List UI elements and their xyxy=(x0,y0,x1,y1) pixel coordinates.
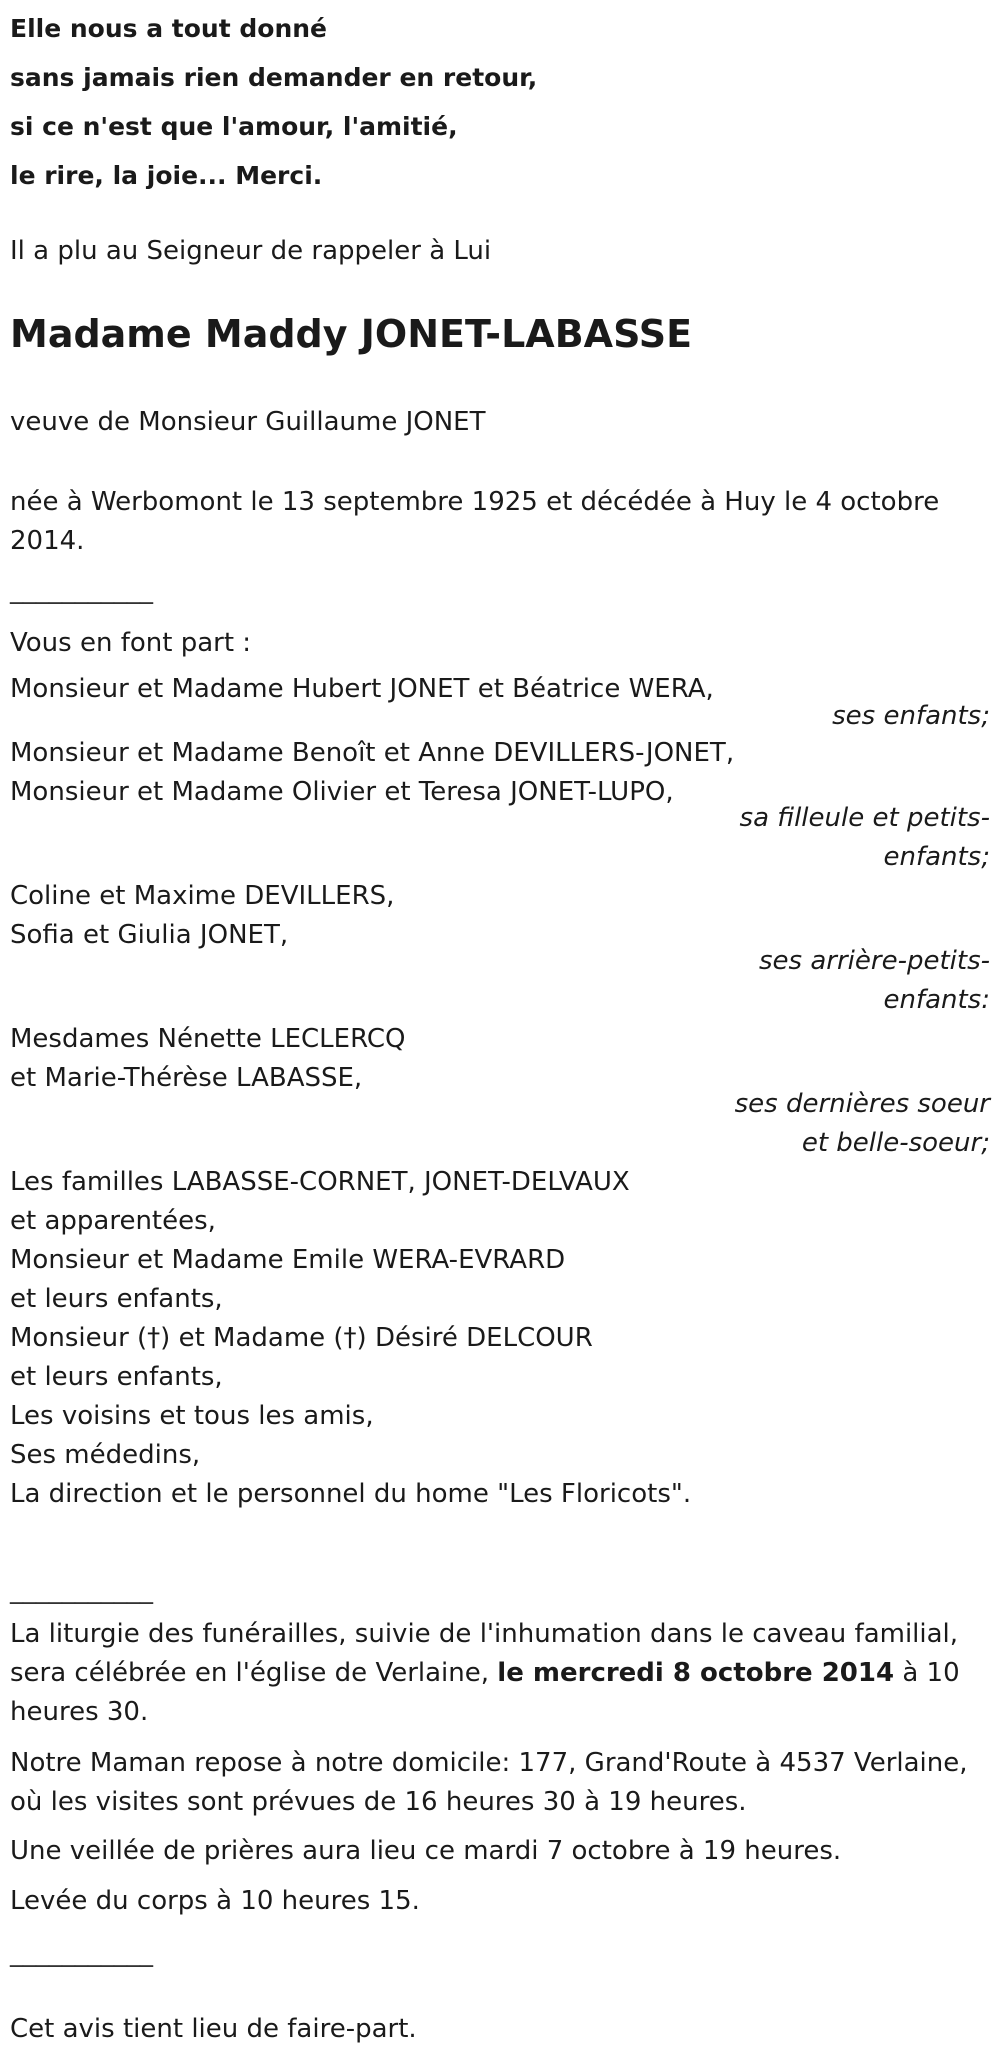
separator: ___________ xyxy=(10,1938,153,1968)
liturgy-line: La liturgie des funérailles, suivie de l'inhumation dans le caveau familial, xyxy=(10,1619,959,1649)
separator: ___________ xyxy=(10,575,153,605)
role-line: enfants: xyxy=(883,985,990,1015)
list-item: Coline et Maxime DEVILLERS, xyxy=(10,881,395,911)
widow-text: veuve de Monsieur Guillaume JONET xyxy=(10,407,486,437)
rest-line: Notre Maman repose à notre domicile: 177, Grand'Route à 4537 Verlaine, xyxy=(10,1748,968,1778)
grandchildren-role xyxy=(740,799,990,877)
liturgy-line: heures 30. xyxy=(10,1697,149,1727)
list-item: et Marie-Thérèse LABASSE, xyxy=(10,1063,363,1093)
rest-text xyxy=(10,1744,968,1822)
list-item: Sofia et Giulia JONET, xyxy=(10,920,289,950)
sisters-role xyxy=(735,1085,990,1163)
list-item: Ses médedins, xyxy=(10,1440,201,1470)
levee-text: Levée du corps à 10 heures 15. xyxy=(10,1886,420,1916)
poem xyxy=(10,4,537,200)
birth-line: née à Werbomont le 13 septembre 1925 et décédée à Huy le 4 octobre xyxy=(10,487,940,517)
poem-line: si ce n'est que l'amour, l'amitié, xyxy=(10,112,458,141)
role-line: ses dernières soeur xyxy=(734,1089,990,1119)
list-item: et leurs enfants, xyxy=(10,1284,223,1314)
deceased-name: Madame Maddy JONET-LABASSE xyxy=(10,312,693,356)
list-item: et leurs enfants, xyxy=(10,1362,223,1392)
intro-text: Il a plu au Seigneur de rappeler à Lui xyxy=(10,236,492,266)
liturgy-post: à 10 xyxy=(894,1658,960,1688)
separator: ___________ xyxy=(10,1575,153,1605)
birth-line: 2014. xyxy=(10,526,85,556)
rest-line: où les visites sont prévues de 16 heures 30 à 19 heures. xyxy=(10,1787,747,1817)
announce-text: Vous en font part : xyxy=(10,628,252,658)
vigil-text: Une veillée de prières aura lieu ce mardi 7 octobre à 19 heures. xyxy=(10,1836,842,1866)
poem-line: Elle nous a tout donné xyxy=(10,14,328,43)
list-item: La direction et le personnel du home "Les Floricots". xyxy=(10,1479,692,1509)
list-item: Monsieur et Madame Emile WERA-EVRARD xyxy=(10,1245,566,1275)
list-item: Mesdames Nénette LECLERCQ xyxy=(10,1024,406,1054)
great-grandchildren-list xyxy=(10,877,394,955)
liturgy-text xyxy=(10,1615,960,1732)
list-item: Monsieur et Madame Benoît et Anne DEVILLERS-JONET, xyxy=(10,738,735,768)
others-list xyxy=(10,1163,691,1514)
closing-text: Cet avis tient lieu de faire-part. xyxy=(10,2014,417,2044)
grandchildren-list xyxy=(10,734,734,812)
funeral-date: le mercredi 8 octobre 2014 xyxy=(497,1658,895,1688)
sisters-list xyxy=(10,1020,405,1098)
great-grandchildren-role xyxy=(759,942,990,1020)
list-item: et apparentées, xyxy=(10,1206,216,1236)
birth-death-text xyxy=(10,483,939,561)
poem-line: sans jamais rien demander en retour, xyxy=(10,63,538,92)
list-item: Les familles LABASSE-CORNET, JONET-DELVAUX xyxy=(10,1167,630,1197)
children-role: ses enfants; xyxy=(832,701,990,731)
list-item: Monsieur (†) et Madame (†) Désiré DELCOUR xyxy=(10,1323,593,1353)
role-line: enfants; xyxy=(883,842,990,872)
liturgy-pre: sera célébrée en l'église de Verlaine, xyxy=(10,1658,498,1688)
poem-line: le rire, la joie... Merci. xyxy=(10,161,323,190)
role-line: et belle-soeur; xyxy=(801,1128,990,1158)
role-line: sa filleule et petits- xyxy=(739,803,990,833)
role-line: ses arrière-petits- xyxy=(759,946,990,976)
children-text: Monsieur et Madame Hubert JONET et Béatrice WERA, xyxy=(10,674,714,704)
list-item: Monsieur et Madame Olivier et Teresa JONET-LUPO, xyxy=(10,777,674,807)
liturgy-line xyxy=(10,1654,960,1693)
list-item: Les voisins et tous les amis, xyxy=(10,1401,374,1431)
